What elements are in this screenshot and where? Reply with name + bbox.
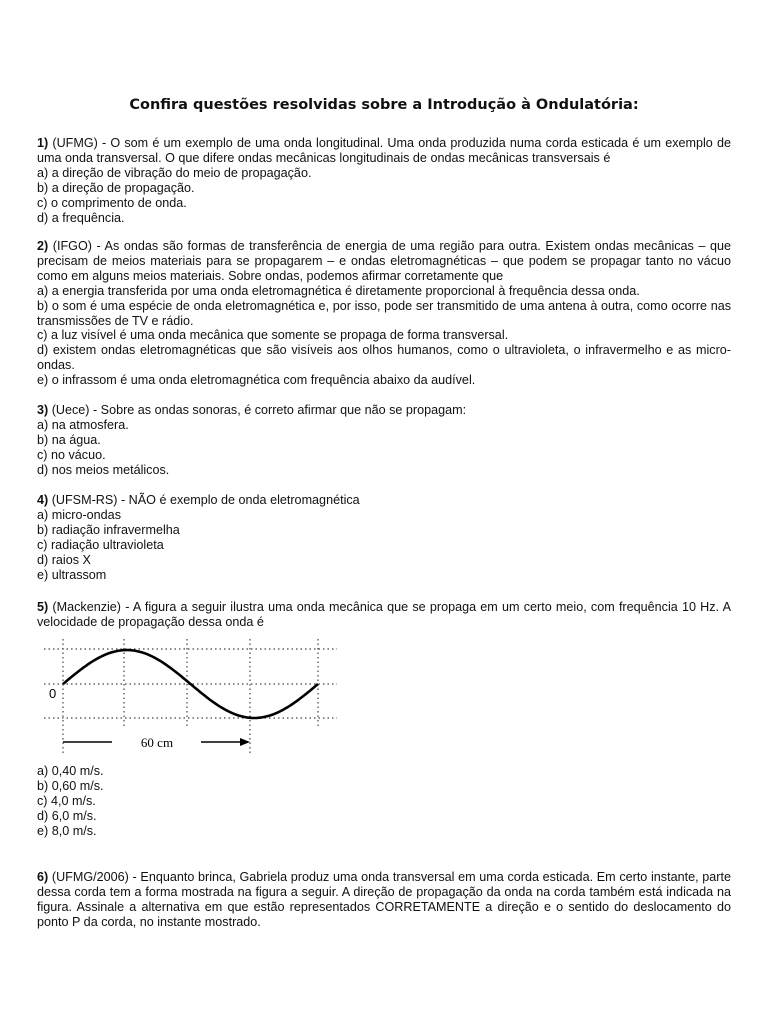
question-number: 5)	[37, 600, 49, 614]
question-stem	[37, 136, 731, 166]
answer-option: a) micro-ondas	[37, 507, 121, 522]
question-6	[37, 870, 731, 930]
question-5-options	[37, 764, 731, 839]
answer-option: a) a direção de vibração do meio de propagação.	[37, 165, 312, 180]
answer-option: c) radiação ultravioleta	[37, 537, 164, 552]
question-stem	[37, 403, 731, 418]
question-stem	[37, 239, 731, 284]
question-text: (UFMG) - O som é um exemplo de uma onda longitudinal. Uma onda produzida numa corda esticada é um exemplo de uma onda transversal. O que difere ondas mecânicas longitudinais de ondas mecânicas transversais é	[37, 136, 731, 165]
answer-option: d) existem ondas eletromagnéticas que são visíveis aos olhos humanos, como o ultravioleta, o infravermelho e as micro-ondas.	[37, 343, 731, 373]
question-2	[37, 239, 731, 388]
question-text: (Mackenzie) - A figura a seguir ilustra uma onda mecânica que se propaga em um certo meio, com frequência 10 Hz. A velocidade de propagação dessa onda é	[37, 600, 731, 629]
answer-option: e) o infrassom é uma onda eletromagnética com frequência abaixo da audível.	[37, 373, 476, 388]
question-text: (IFGO) - As ondas são formas de transferência de energia de uma região para outra. Existem ondas mecânicas – que precisam de meios materiais para se propagarem – e ondas eletromagnéticas – que podem se propagar tanto no vácuo como em alguns meios materiais. Sobre ondas, podemos afirmar corretamente que	[37, 239, 731, 283]
answer-option: c) no vácuo.	[37, 447, 106, 462]
answer-option: d) a frequência.	[37, 210, 125, 225]
question-number: 1)	[37, 136, 49, 150]
question-stem	[37, 493, 731, 508]
question-4	[37, 493, 731, 582]
answer-option: b) radiação infravermelha	[37, 522, 180, 537]
length-label: 60 cm	[140, 735, 174, 750]
answer-option: d) 6,0 m/s.	[37, 808, 97, 823]
question-text: (UFMG/2006) - Enquanto brinca, Gabriela produz uma onda transversal em uma corda esticada. Em certo instante, parte dessa corda tem a forma mostrada na figura a seguir. A direção de propagação da onda na corda também está indicada na figura. Assinale a alternativa em que estão representados CORRETAMENTE a direção e o sentido do deslocamento do ponto P da corda, no instante mostrado.	[37, 870, 731, 929]
answer-option: b) 0,60 m/s.	[37, 778, 104, 793]
answer-option: e) 8,0 m/s.	[37, 823, 97, 838]
question-number: 3)	[37, 403, 49, 417]
question-stem	[37, 870, 731, 930]
question-number: 2)	[37, 239, 49, 253]
wave-figure	[44, 637, 344, 765]
question-text: (Uece) - Sobre as ondas sonoras, é correto afirmar que não se propagam:	[48, 403, 467, 417]
figure-grid	[44, 639, 337, 755]
answer-option: b) na água.	[37, 432, 101, 447]
answer-option: c) 4,0 m/s.	[37, 793, 96, 808]
answer-option: e) ultrassom	[37, 567, 107, 582]
zero-label: 0	[49, 686, 57, 701]
question-text: (UFSM-RS) - NÃO é exemplo de onda eletromagnética	[48, 493, 360, 507]
answer-option: a) na atmosfera.	[37, 417, 129, 432]
question-number: 4)	[37, 493, 49, 507]
question-3	[37, 403, 731, 478]
answer-option: b) o som é uma espécie de onda eletromagnética e, por isso, pode ser transmitido de uma antena à outra, como ocorre nas transmissões de TV e rádio.	[37, 298, 731, 328]
question-5	[37, 600, 731, 630]
answer-option: c) a luz visível é uma onda mecânica que somente se propaga de forma transversal.	[37, 328, 509, 343]
page-title: Confira questões resolvidas sobre a Introdução à Ondulatória:	[129, 97, 639, 113]
answer-option: d) nos meios metálicos.	[37, 462, 170, 477]
question-number: 6)	[37, 870, 49, 884]
wave-curve	[63, 650, 318, 718]
answer-option: a) a energia transferida por uma onda eletromagnética é diretamente proporcional à frequência dessa onda.	[37, 283, 640, 298]
answer-option: a) 0,40 m/s.	[37, 764, 104, 778]
arrow-head-icon	[240, 738, 250, 746]
answer-option: c) o comprimento de onda.	[37, 195, 187, 210]
question-1	[37, 136, 731, 225]
question-stem	[37, 600, 731, 630]
answer-option: d) raios X	[37, 552, 91, 567]
answer-option: b) a direção de propagação.	[37, 180, 195, 195]
